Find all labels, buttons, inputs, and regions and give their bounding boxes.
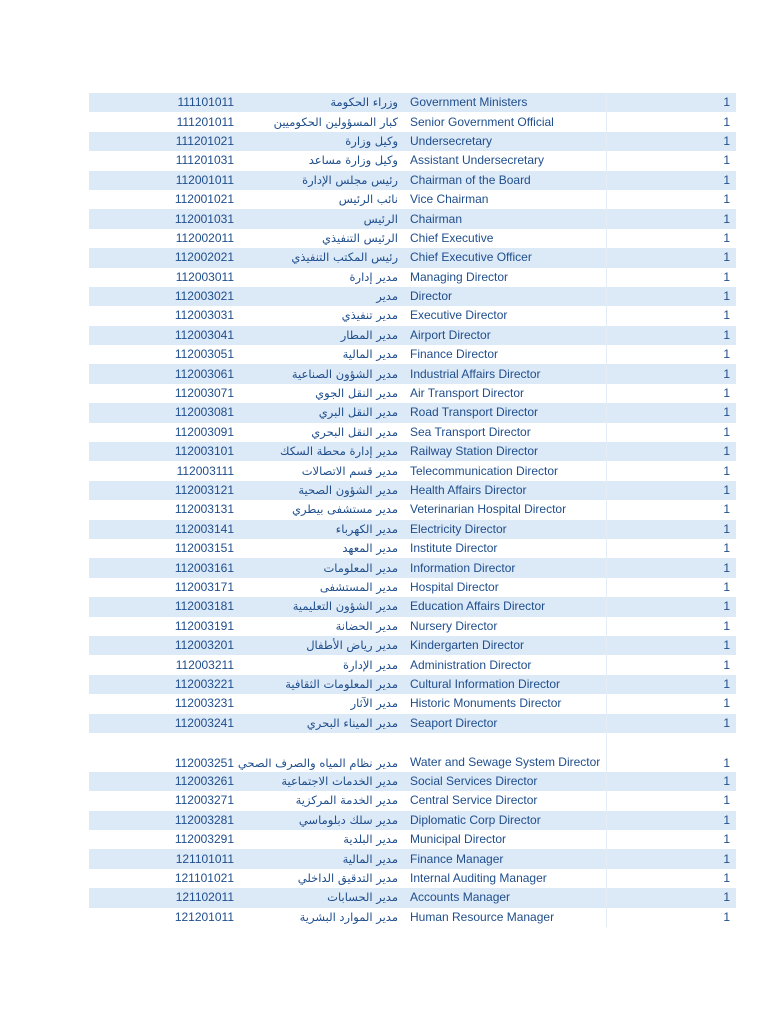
table-row[interactable]: [89, 423, 736, 442]
level-cell[interactable]: 1: [723, 347, 730, 362]
table-row[interactable]: [89, 268, 736, 287]
code-cell[interactable]: 112003041: [89, 326, 234, 345]
english-title-cell[interactable]: Sea Transport Director: [410, 424, 531, 439]
table-row[interactable]: [89, 520, 736, 539]
level-cell[interactable]: 1: [671, 636, 736, 655]
empty-cell[interactable]: [606, 597, 671, 616]
arabic-title-cell[interactable]: مدير الكهرباء: [234, 520, 410, 539]
english-title-cell[interactable]: Road Transport Director: [410, 403, 606, 422]
arabic-title-cell[interactable]: مدير إدارة: [349, 269, 398, 284]
level-cell[interactable]: 1: [671, 93, 736, 112]
level-cell[interactable]: 1: [671, 888, 736, 907]
code-cell[interactable]: 112003161: [89, 558, 234, 577]
occupation-table: [89, 93, 736, 927]
level-cell[interactable]: 1: [671, 849, 736, 868]
code-cell[interactable]: 112003231: [174, 696, 234, 711]
code-cell[interactable]: 112001021: [174, 192, 234, 207]
empty-cell[interactable]: [606, 287, 671, 306]
empty-cell[interactable]: [606, 578, 671, 597]
level-cell[interactable]: 1: [723, 871, 730, 886]
english-title-cell[interactable]: Chief Executive Officer: [410, 248, 606, 267]
code-cell[interactable]: 112003011: [175, 269, 234, 284]
empty-cell[interactable]: [606, 888, 671, 907]
english-title-cell[interactable]: Undersecretary: [410, 132, 606, 151]
english-title-cell[interactable]: Historic Monuments Director: [410, 696, 562, 711]
code-cell[interactable]: 112001011: [89, 171, 234, 190]
arabic-title-cell[interactable]: مدير: [234, 287, 410, 306]
code-cell[interactable]: 121101021: [174, 871, 234, 886]
empty-cell[interactable]: [606, 694, 671, 713]
english-title-cell[interactable]: Health Affairs Director: [410, 481, 606, 500]
empty-cell[interactable]: [606, 442, 671, 461]
english-title-cell[interactable]: Human Resource Manager: [410, 909, 555, 924]
table-row[interactable]: [89, 306, 736, 325]
english-title-cell[interactable]: Government Ministers: [410, 93, 606, 112]
arabic-title-cell[interactable]: وزراء الحكومة: [234, 93, 410, 112]
table-row[interactable]: [89, 190, 736, 209]
empty-cell[interactable]: [606, 830, 671, 849]
level-cell[interactable]: 1: [671, 558, 736, 577]
empty-cell[interactable]: [606, 811, 671, 830]
empty-cell[interactable]: [606, 481, 671, 500]
arabic-title-cell[interactable]: مدير الشؤون الصناعية: [234, 364, 410, 383]
table-row[interactable]: [89, 849, 736, 868]
level-cell[interactable]: 1: [671, 287, 736, 306]
code-cell[interactable]: 121101011: [89, 849, 234, 868]
table-row[interactable]: [89, 811, 736, 830]
level-cell[interactable]: 1: [671, 171, 736, 190]
english-title-cell[interactable]: Diplomatic Corp Director: [410, 811, 606, 830]
empty-cell[interactable]: [606, 461, 671, 480]
code-cell[interactable]: 112002011: [175, 230, 234, 245]
english-title-cell[interactable]: Senior Government Official: [410, 114, 554, 129]
level-cell[interactable]: 1: [671, 772, 736, 791]
arabic-title-cell[interactable]: وكيل وزارة مساعد: [308, 153, 398, 168]
code-cell[interactable]: 112003251: [174, 755, 234, 770]
code-cell[interactable]: 112003141: [89, 520, 234, 539]
code-cell[interactable]: 111201031: [175, 153, 234, 168]
english-title-cell[interactable]: Chairman: [410, 209, 606, 228]
arabic-title-cell[interactable]: مدير قسم الاتصالات: [301, 463, 398, 478]
empty-cell[interactable]: [606, 209, 671, 228]
level-cell[interactable]: 1: [723, 909, 730, 924]
code-cell[interactable]: 112003261: [89, 772, 234, 791]
arabic-title-cell[interactable]: مدير مستشفى بيطري: [291, 502, 398, 517]
code-cell[interactable]: 112003091: [174, 424, 234, 439]
level-cell[interactable]: 1: [723, 153, 730, 168]
english-title-cell[interactable]: Education Affairs Director: [410, 597, 606, 616]
code-cell[interactable]: 112003211: [175, 657, 234, 672]
level-cell[interactable]: 1: [671, 481, 736, 500]
arabic-title-cell[interactable]: مدير المعلومات: [234, 558, 410, 577]
table-row[interactable]: [89, 403, 736, 422]
english-title-cell[interactable]: Finance Director: [410, 347, 499, 362]
english-title-cell[interactable]: Veterinarian Hospital Director: [410, 502, 567, 517]
level-cell[interactable]: 1: [671, 364, 736, 383]
arabic-title-cell[interactable]: مدير الميناء البحري: [234, 714, 410, 733]
level-cell[interactable]: 1: [723, 424, 730, 439]
table-row[interactable]: [89, 248, 736, 267]
arabic-title-cell[interactable]: كبار المسؤولين الحكوميين: [273, 114, 398, 129]
empty-cell[interactable]: [606, 151, 671, 170]
english-title-cell[interactable]: Railway Station Director: [410, 442, 606, 461]
code-cell[interactable]: 112003201: [89, 636, 234, 655]
arabic-title-cell[interactable]: مدير النقل البحري: [311, 424, 398, 439]
arabic-title-cell[interactable]: وكيل وزارة: [234, 132, 410, 151]
english-title-cell[interactable]: Cultural Information Director: [410, 675, 606, 694]
level-cell[interactable]: 1: [671, 520, 736, 539]
level-cell[interactable]: 1: [671, 248, 736, 267]
arabic-title-cell[interactable]: مدير التدقيق الداخلي: [297, 871, 398, 886]
table-row[interactable]: [89, 597, 736, 616]
english-title-cell[interactable]: Social Services Director: [410, 772, 606, 791]
table-row[interactable]: [89, 364, 736, 383]
code-cell[interactable]: 112003021: [89, 287, 234, 306]
english-title-cell[interactable]: Kindergarten Director: [410, 636, 606, 655]
level-cell[interactable]: 1: [723, 579, 730, 594]
code-cell[interactable]: 112003291: [174, 832, 234, 847]
level-cell[interactable]: 1: [723, 541, 730, 556]
table-row[interactable]: [89, 209, 736, 228]
table-row[interactable]: [89, 93, 736, 112]
empty-cell[interactable]: [606, 849, 671, 868]
arabic-title-cell[interactable]: الرئيس التنفيذي: [322, 230, 398, 245]
level-cell[interactable]: 1: [723, 793, 730, 808]
arabic-title-cell[interactable]: مدير المطار: [234, 326, 410, 345]
arabic-title-cell[interactable]: مدير الشؤون التعليمية: [234, 597, 410, 616]
empty-cell[interactable]: [606, 655, 671, 674]
english-title-cell[interactable]: Industrial Affairs Director: [410, 364, 606, 383]
table-row[interactable]: [89, 287, 736, 306]
english-title-cell[interactable]: Electricity Director: [410, 520, 606, 539]
code-cell[interactable]: 111201021: [89, 132, 234, 151]
table-row[interactable]: [89, 733, 736, 772]
table-row[interactable]: [89, 617, 736, 636]
level-cell[interactable]: 1: [671, 209, 736, 228]
arabic-title-cell[interactable]: مدير النقل الجوي: [315, 386, 398, 401]
empty-cell[interactable]: [606, 306, 671, 325]
english-title-cell[interactable]: Central Service Director: [410, 793, 538, 808]
code-cell[interactable]: 112003101: [89, 442, 234, 461]
empty-cell[interactable]: [606, 268, 671, 287]
table-row[interactable]: [89, 229, 736, 248]
empty-cell[interactable]: [606, 423, 671, 442]
table-row[interactable]: [89, 171, 736, 190]
level-cell[interactable]: 1: [723, 502, 730, 517]
level-cell[interactable]: 1: [671, 442, 736, 461]
level-cell[interactable]: 1: [723, 114, 730, 129]
code-cell[interactable]: 112003111: [176, 463, 234, 478]
level-cell[interactable]: 1: [671, 326, 736, 345]
english-title-cell[interactable]: Municipal Director: [410, 832, 507, 847]
table-row[interactable]: [89, 791, 736, 810]
empty-cell[interactable]: [606, 908, 671, 927]
english-title-cell[interactable]: Internal Auditing Manager: [410, 871, 547, 886]
code-cell[interactable]: 111201011: [176, 114, 234, 129]
code-cell[interactable]: 112003121: [89, 481, 234, 500]
level-cell[interactable]: 1: [723, 463, 730, 478]
code-cell[interactable]: 112003051: [174, 347, 234, 362]
empty-cell[interactable]: [606, 500, 671, 519]
level-cell[interactable]: 1: [723, 308, 730, 323]
empty-cell[interactable]: [606, 171, 671, 190]
empty-cell[interactable]: [606, 364, 671, 383]
arabic-title-cell[interactable]: مدير سلك دبلوماسي: [234, 811, 410, 830]
code-cell[interactable]: 112003131: [174, 502, 234, 517]
level-cell[interactable]: 1: [671, 132, 736, 151]
empty-cell[interactable]: [606, 384, 671, 403]
level-cell[interactable]: 1: [723, 832, 730, 847]
arabic-title-cell[interactable]: مدير النقل البري: [234, 403, 410, 422]
english-title-cell[interactable]: Seaport Director: [410, 714, 606, 733]
empty-cell[interactable]: [606, 791, 671, 810]
arabic-title-cell[interactable]: مدير تنفيذي: [341, 308, 398, 323]
code-cell[interactable]: 112003151: [174, 541, 234, 556]
table-row[interactable]: [89, 151, 736, 170]
english-title-cell[interactable]: Hospital Director: [410, 579, 499, 594]
code-cell[interactable]: 112003281: [89, 811, 234, 830]
arabic-title-cell[interactable]: مدير المعلومات الثقافية: [234, 675, 410, 694]
table-row[interactable]: [89, 500, 736, 519]
level-cell[interactable]: 1: [723, 696, 730, 711]
empty-cell[interactable]: [606, 229, 671, 248]
code-cell[interactable]: 112003031: [174, 308, 234, 323]
english-title-cell[interactable]: Director: [410, 287, 606, 306]
arabic-title-cell[interactable]: مدير نظام المياه والصرف الصحي: [237, 755, 398, 770]
level-cell[interactable]: 1: [723, 386, 730, 401]
english-title-cell[interactable]: Institute Director: [410, 541, 498, 556]
level-cell[interactable]: 1: [723, 230, 730, 245]
arabic-title-cell[interactable]: مدير إدارة محطة السكك: [234, 442, 410, 461]
code-cell[interactable]: 112001031: [89, 209, 234, 228]
arabic-title-cell[interactable]: مدير المالية: [234, 849, 410, 868]
table-row[interactable]: [89, 908, 736, 927]
empty-cell[interactable]: [606, 93, 671, 112]
level-cell[interactable]: 1: [671, 597, 736, 616]
table-row[interactable]: [89, 442, 736, 461]
english-title-cell[interactable]: Assistant Undersecretary: [410, 153, 545, 168]
english-title-cell[interactable]: Water and Sewage System Director: [410, 754, 601, 769]
english-title-cell[interactable]: Airport Director: [410, 326, 606, 345]
english-title-cell[interactable]: Chairman of the Board: [410, 171, 606, 190]
arabic-title-cell[interactable]: مدير المستشفى: [319, 579, 398, 594]
table-row[interactable]: [89, 461, 736, 480]
code-cell[interactable]: 112003071: [174, 386, 234, 401]
arabic-title-cell[interactable]: مدير الخدمة المركزية: [295, 793, 398, 808]
arabic-title-cell[interactable]: رئيس المكتب التنفيذي: [234, 248, 410, 267]
level-cell[interactable]: 1: [723, 618, 730, 633]
code-cell[interactable]: 112003191: [174, 618, 234, 633]
arabic-title-cell[interactable]: مدير المعهد: [342, 541, 398, 556]
table-row[interactable]: [89, 112, 736, 131]
table-row[interactable]: [89, 772, 736, 791]
english-title-cell[interactable]: Air Transport Director: [410, 386, 525, 401]
table-row[interactable]: [89, 869, 736, 888]
empty-cell[interactable]: [606, 539, 671, 558]
empty-cell[interactable]: [606, 675, 671, 694]
table-row[interactable]: [89, 578, 736, 597]
english-title-cell[interactable]: Chief Executive: [410, 230, 494, 245]
empty-cell[interactable]: [606, 132, 671, 151]
empty-cell[interactable]: [606, 558, 671, 577]
empty-cell[interactable]: [606, 520, 671, 539]
arabic-title-cell[interactable]: مدير الإدارة: [342, 657, 398, 672]
level-cell[interactable]: 1: [671, 811, 736, 830]
arabic-title-cell[interactable]: رئيس مجلس الإدارة: [234, 171, 410, 190]
level-cell[interactable]: 1: [723, 192, 730, 207]
table-row[interactable]: [89, 714, 736, 733]
empty-cell[interactable]: [606, 190, 671, 209]
level-cell[interactable]: 1: [723, 269, 730, 284]
empty-cell[interactable]: [606, 772, 671, 791]
empty-cell[interactable]: [606, 733, 671, 772]
code-cell[interactable]: 112002021: [89, 248, 234, 267]
arabic-title-cell[interactable]: مدير الحضانة: [335, 618, 398, 633]
code-cell[interactable]: 121102011: [89, 888, 234, 907]
empty-cell[interactable]: [606, 714, 671, 733]
empty-cell[interactable]: [606, 617, 671, 636]
occupation-table-body: [89, 93, 736, 927]
arabic-title-cell[interactable]: مدير الموارد البشرية: [299, 909, 398, 924]
table-row[interactable]: [89, 655, 736, 674]
code-cell[interactable]: 112003081: [89, 403, 234, 422]
table-row[interactable]: [89, 558, 736, 577]
english-title-cell[interactable]: Accounts Manager: [410, 888, 606, 907]
english-title-cell[interactable]: Administration Director: [410, 657, 532, 672]
code-cell[interactable]: 121201011: [174, 909, 234, 924]
english-title-cell[interactable]: Nursery Director: [410, 618, 498, 633]
arabic-title-cell[interactable]: مدير المالية: [342, 347, 398, 362]
table-row[interactable]: [89, 636, 736, 655]
table-row[interactable]: [89, 675, 736, 694]
code-cell[interactable]: 112003221: [89, 675, 234, 694]
empty-cell[interactable]: [606, 248, 671, 267]
empty-cell[interactable]: [606, 636, 671, 655]
code-cell[interactable]: 112003271: [174, 793, 234, 808]
arabic-title-cell[interactable]: الرئيس: [234, 209, 410, 228]
code-cell[interactable]: 112003241: [89, 714, 234, 733]
arabic-title-cell[interactable]: مدير الحسابات: [234, 888, 410, 907]
arabic-title-cell[interactable]: مدير البلدية: [343, 832, 398, 847]
arabic-title-cell[interactable]: مدير الآثار: [350, 696, 398, 711]
arabic-title-cell[interactable]: مدير الشؤون الصحية: [234, 481, 410, 500]
arabic-title-cell[interactable]: نائب الرئيس: [338, 192, 398, 207]
table-row[interactable]: [89, 345, 736, 364]
empty-cell[interactable]: [606, 345, 671, 364]
english-title-cell[interactable]: Managing Director: [410, 269, 509, 284]
table-row[interactable]: [89, 384, 736, 403]
code-cell[interactable]: 112003061: [89, 364, 234, 383]
level-cell[interactable]: 1: [723, 755, 730, 770]
table-row[interactable]: [89, 694, 736, 713]
table-row[interactable]: [89, 830, 736, 849]
level-cell[interactable]: 1: [671, 675, 736, 694]
code-cell[interactable]: 112003171: [174, 579, 234, 594]
english-title-cell[interactable]: Vice Chairman: [410, 192, 489, 207]
table-row[interactable]: [89, 888, 736, 907]
level-cell[interactable]: 1: [723, 657, 730, 672]
english-title-cell[interactable]: Telecommunication Director: [410, 463, 559, 478]
table-row[interactable]: [89, 481, 736, 500]
table-row[interactable]: [89, 132, 736, 151]
table-row[interactable]: [89, 326, 736, 345]
code-cell[interactable]: 111101011: [89, 93, 234, 112]
english-title-cell[interactable]: Information Director: [410, 558, 606, 577]
empty-cell[interactable]: [606, 403, 671, 422]
code-cell[interactable]: 112003181: [89, 597, 234, 616]
arabic-title-cell[interactable]: مدير الخدمات الاجتماعية: [234, 772, 410, 791]
arabic-title-cell[interactable]: مدير رياض الأطفال: [234, 636, 410, 655]
empty-cell[interactable]: [606, 869, 671, 888]
occupation-table-sheet: [89, 93, 736, 927]
table-row[interactable]: [89, 539, 736, 558]
english-title-cell[interactable]: Executive Director: [410, 308, 508, 323]
empty-cell[interactable]: [606, 112, 671, 131]
english-title-cell[interactable]: Finance Manager: [410, 849, 606, 868]
empty-cell[interactable]: [606, 326, 671, 345]
level-cell[interactable]: 1: [671, 714, 736, 733]
level-cell[interactable]: 1: [671, 403, 736, 422]
